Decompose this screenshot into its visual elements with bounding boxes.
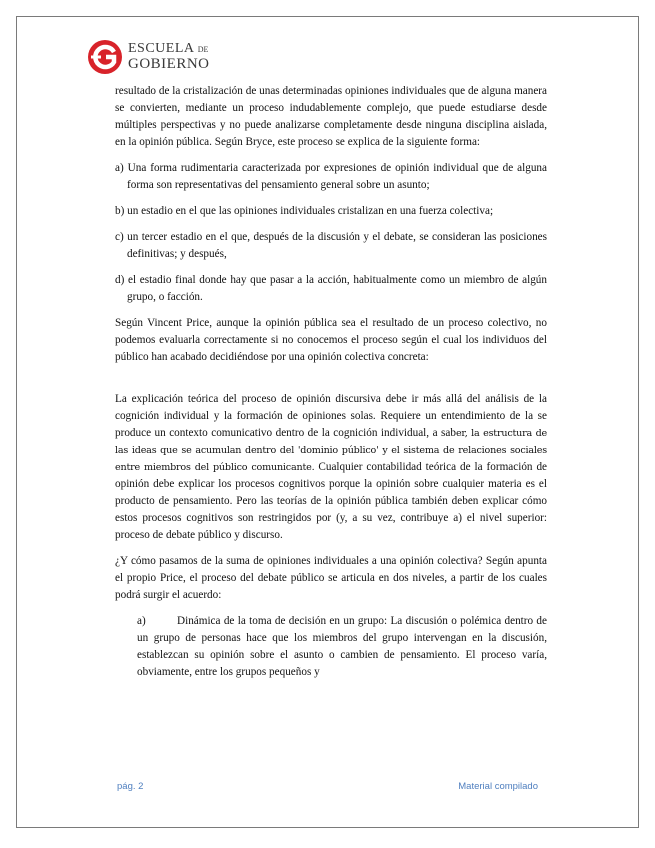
sub-item-text: Dinámica de la toma de decisión en un grupo: La discusión o polémica dentro de un grupo de personas hace que los miembros del grupo intervengan en la discusión, establezcan su opinión sobre el asunto o cambien de pensamiento. El proceso varía, obviamente, entre los grupos pequeños y: [137, 615, 547, 678]
sub-list-item-a: [115, 613, 547, 681]
logo-wordmark: [128, 42, 210, 72]
list-item-b: b) un estadio en el que las opiniones individuales cristalizan en una fuerza colectiva;: [115, 205, 494, 217]
document-page: [16, 16, 639, 828]
quote-block: [115, 391, 547, 544]
paragraph-question: ¿Y cómo pasamos de la suma de opiniones individuales a una opinión colectiva? Según apunta el propio Price, el proceso del debate público se articula en dos niveles, a partir de los cuales podrá surgir el acuerdo:: [115, 555, 547, 601]
logo-emblem-icon: [87, 39, 123, 75]
paragraph-price: Según Vincent Price, aunque la opinión pública sea el resultado de un proceso colectivo, no podemos evaluarla correctamente si no conocemos el proceso según el cual los individuos del público han acabado decidiéndose por una opinión colectiva concreta:: [115, 317, 547, 363]
logo-word-gobierno: GOBIERNO: [128, 56, 210, 72]
document-body: [115, 83, 547, 690]
sub-item-label: a): [137, 615, 146, 627]
logo-word-de: DE: [197, 45, 209, 54]
paragraph-intro: resultado de la cristalización de unas determinadas opiniones individuales que de alguna manera se convierten, mediante un proceso indudablemente complejo, que puede estudiarse desde múltiples perspectivas y no puede analizarse completamente desde ninguna disciplina aislada, en la opinión pública. Según Bryce, este proceso se explica de la siguiente forma:: [115, 85, 547, 148]
footer-material-label: Material compilado: [458, 781, 538, 792]
page-number: pág. 2: [117, 781, 144, 792]
list-item-d: d) el estadio final donde hay que pasar a la acción, habitualmente como un miembro de algún grupo, o facción.: [115, 274, 547, 303]
quote-part-1: La explicación teórica del proceso de opinión discursiva debe ir más allá del análisis de la cognición individual y la formación de opiniones solas. Requiere un entendimiento de la se produce un contexto comunicativo dentro de la cognición individual, a sab: [115, 393, 547, 439]
list-item-a: a) Una forma rudimentaria caracterizada por expresiones de opinión individual que de alguna forma son representativas del pensamiento general sobre un asunto;: [115, 162, 547, 191]
logo-word-escuela: ESCUELA: [128, 41, 194, 56]
quote-part-3: Cualquier contabilidad teórica de la formación de opinión debe explicar los procesos cognitivos porque la opinión sobre cualquier materia es el producto de pensamiento. Pero las teorías de la opinión pública también deben explicar cómo estos procesos cognitivos son restringidos por (y, a su vez, contribuye a) el nivel superior: proceso de debate público y discurso.: [115, 461, 547, 541]
spacer: [115, 375, 547, 391]
quote-part-2: er, la estructura de las ideas que se acumulan dentro del 'dominio público' y el sistema de relaciones sociales entre miembros del público comunicante.: [115, 428, 547, 473]
list-item-c: c) un tercer estadio en el que, después de la discusión y el debate, se consideran las posiciones definitivas; y después,: [115, 231, 547, 260]
escuela-de-gobierno-logo: [87, 37, 210, 77]
